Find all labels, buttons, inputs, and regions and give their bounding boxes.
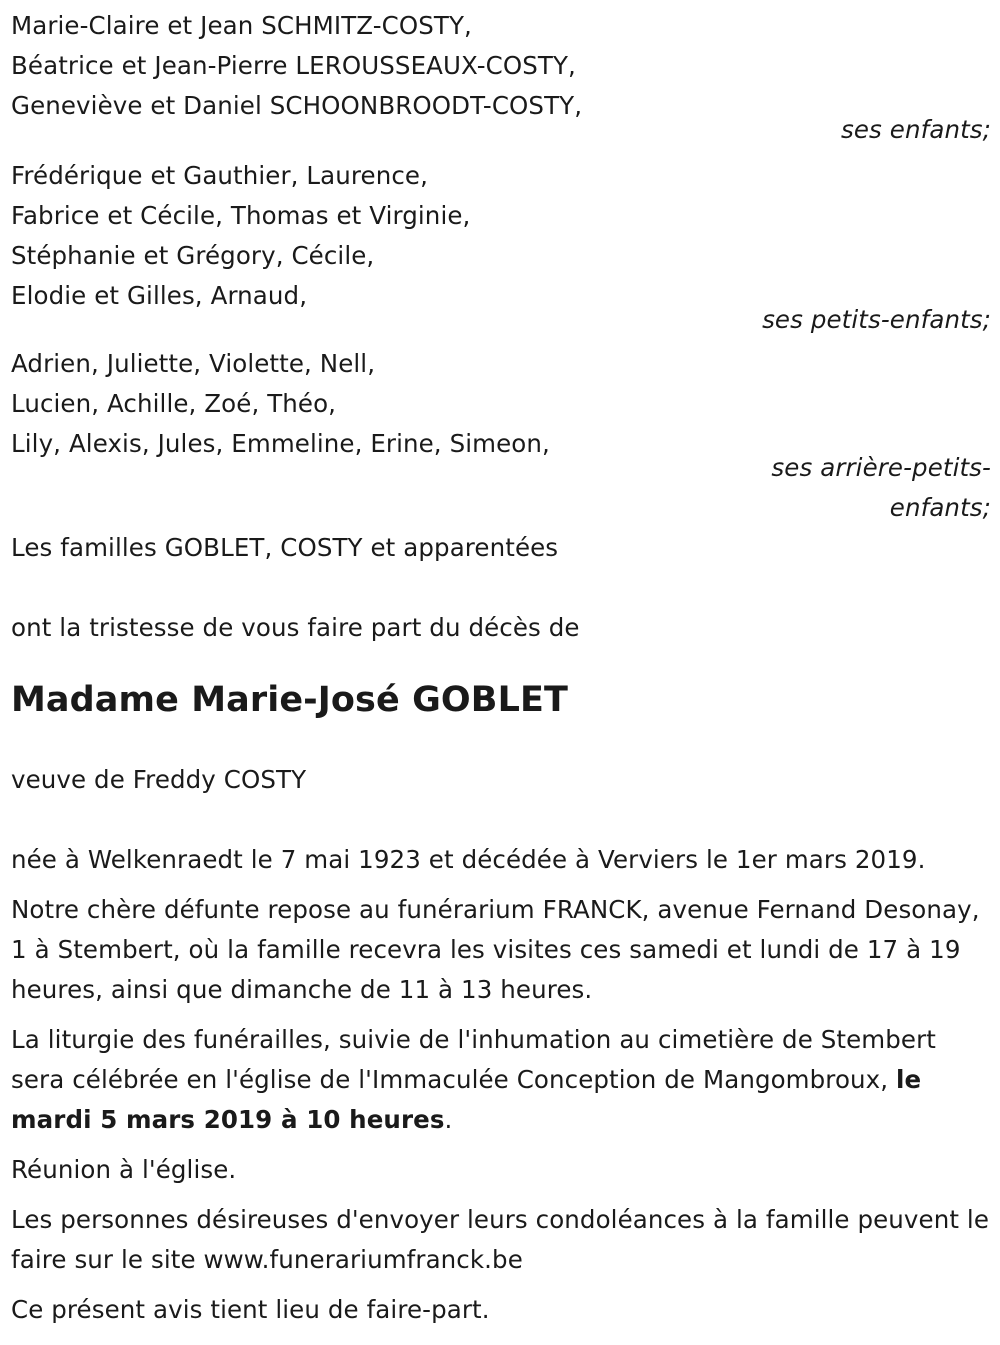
grandchildren-line-2: Fabrice et Cécile, Thomas et Virginie, [11, 201, 471, 230]
grandchildren-line-4: Elodie et Gilles, Arnaud, [11, 281, 308, 310]
liturgy-end: . [444, 1105, 453, 1134]
children-line-1: Marie-Claire et Jean SCHMITZ-COSTY, [11, 11, 472, 40]
children-role: ses enfants; [841, 115, 991, 144]
great-grandchildren-line-3: Lily, Alexis, Jules, Emmeline, Erine, Simeon, [11, 429, 550, 458]
liturgy-text: La liturgie des funérailles, suivie de l'inhumation au cimetière de Stembert sera célébrée en l'église de l'Immaculée Conception de Mangombroux, [11, 1025, 936, 1094]
liturgy-paragraph [11, 1020, 991, 1140]
grandchildren-line-1: Frédérique et Gauthier, Laurence, [11, 161, 428, 190]
birth-death-line: née à Welkenraedt le 7 mai 1923 et décédée à Verviers le 1er mars 2019. [11, 845, 926, 874]
great-grandchildren-section [11, 344, 991, 528]
grandchildren-line-3: Stéphanie et Grégory, Cécile, [11, 241, 375, 270]
deceased-name: Madame Marie-José GOBLET [11, 680, 568, 720]
meeting-line: Réunion à l'église. [11, 1155, 237, 1184]
announcement-line: ont la tristesse de vous faire part du décès de [11, 613, 580, 642]
grandchildren-role: ses petits-enfants; [762, 305, 991, 334]
widow-of-line: veuve de Freddy COSTY [11, 765, 307, 794]
children-line-3: Geneviève et Daniel SCHOONBROODT-COSTY, [11, 91, 583, 120]
notice-line: Ce présent avis tient lieu de faire-part. [11, 1295, 490, 1324]
great-grandchildren-role-2: enfants; [889, 493, 991, 522]
children-line-2: Béatrice et Jean-Pierre LEROUSSEAUX-COSTY, [11, 51, 576, 80]
liturgy-date: le mardi 5 mars 2019 à 10 heures [11, 1065, 922, 1134]
children-section [11, 0, 991, 150]
families-line: Les familles GOBLET, COSTY et apparentées [11, 533, 559, 562]
great-grandchildren-line-1: Adrien, Juliette, Violette, Nell, [11, 349, 376, 378]
great-grandchildren-role-1: ses arrière-petits- [771, 453, 991, 482]
condolences-paragraph: Les personnes désireuses d'envoyer leurs condoléances à la famille peuvent le faire sur le site www.funerariumfranck.be [11, 1205, 990, 1274]
funerarium-paragraph: Notre chère défunte repose au funérarium FRANCK, avenue Fernand Desonay, 1 à Stembert, où la famille recevra les visites ces samedi et lundi de 17 à 19 heures, ainsi que dimanche de 11 à 13 heures. [11, 895, 980, 1004]
great-grandchildren-line-2: Lucien, Achille, Zoé, Théo, [11, 389, 337, 418]
grandchildren-section [11, 156, 991, 340]
